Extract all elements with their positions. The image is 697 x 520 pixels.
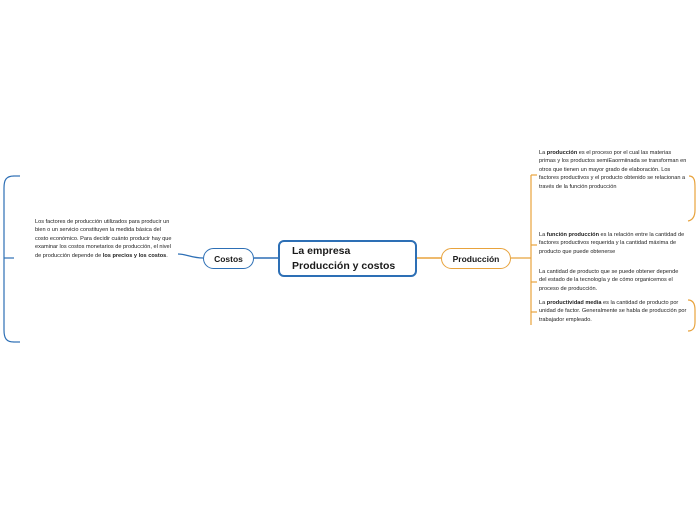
note-produccion-2-post: es la relación entre la cantidad de factores productivos requerida y la cantidad máxima de producto que puede obtenerse [539,232,685,255]
central-node[interactable] [278,240,417,277]
branch-node-costos-label: Costos [214,253,243,264]
note-produccion-4-emphasis: productividad media [546,300,602,306]
note-produccion-2-pre: La [539,232,547,238]
connector-costos-note [178,254,203,258]
note-produccion-1-post: es el proceso por el cual las materias primas y los productos semiEaormiinada se transforman en otros que tienen un mayor grado de elaboración. Los factores productivos y el producto obtenido se relacionan a través de la función producción [539,150,687,190]
central-node-line2: Producción y costos [292,259,396,272]
note-costos-emphasis: los precios y los costos [102,252,167,259]
branch-node-produccion[interactable] [441,248,511,269]
note-produccion-1-emphasis: producción [546,150,578,156]
note-produccion-2-emphasis: función producción [546,232,599,238]
connector-far-right-bracket-bottom [688,300,695,331]
note-produccion-4 [539,299,687,324]
note-produccion-4-pre: La [539,300,547,306]
connector-left-bracket [4,176,14,342]
central-node-line1: La empresa [292,245,351,258]
note-produccion-3 [539,268,687,293]
note-produccion-3-post: La cantidad de producto que se puede obtener depende del estado de la tecnología y de cómo organicemos el proceso de producción. [539,269,679,292]
branch-node-produccion-label: Producción [452,253,500,264]
branch-node-costos[interactable] [203,248,254,269]
note-costos-text-end: . [166,252,168,259]
connector-far-right-bracket-top [688,176,695,221]
note-costos-text: Los factores de producción utilizados para producir un bien o un servicio constituyen la medida básica del costo económico. Para decidir cuánto producir hay que examinar los costos monetarios de producción, el nivel de producción depende de [35,219,172,259]
note-produccion-1 [539,149,687,191]
note-produccion-2 [539,231,687,256]
note-costos [35,218,175,260]
note-produccion-1-pre: La [539,150,547,156]
note-produccion-4-post: es la cantidad de producto por unidad de factor. Generalmente se habla de producción por trabajador empleado. [539,300,687,323]
